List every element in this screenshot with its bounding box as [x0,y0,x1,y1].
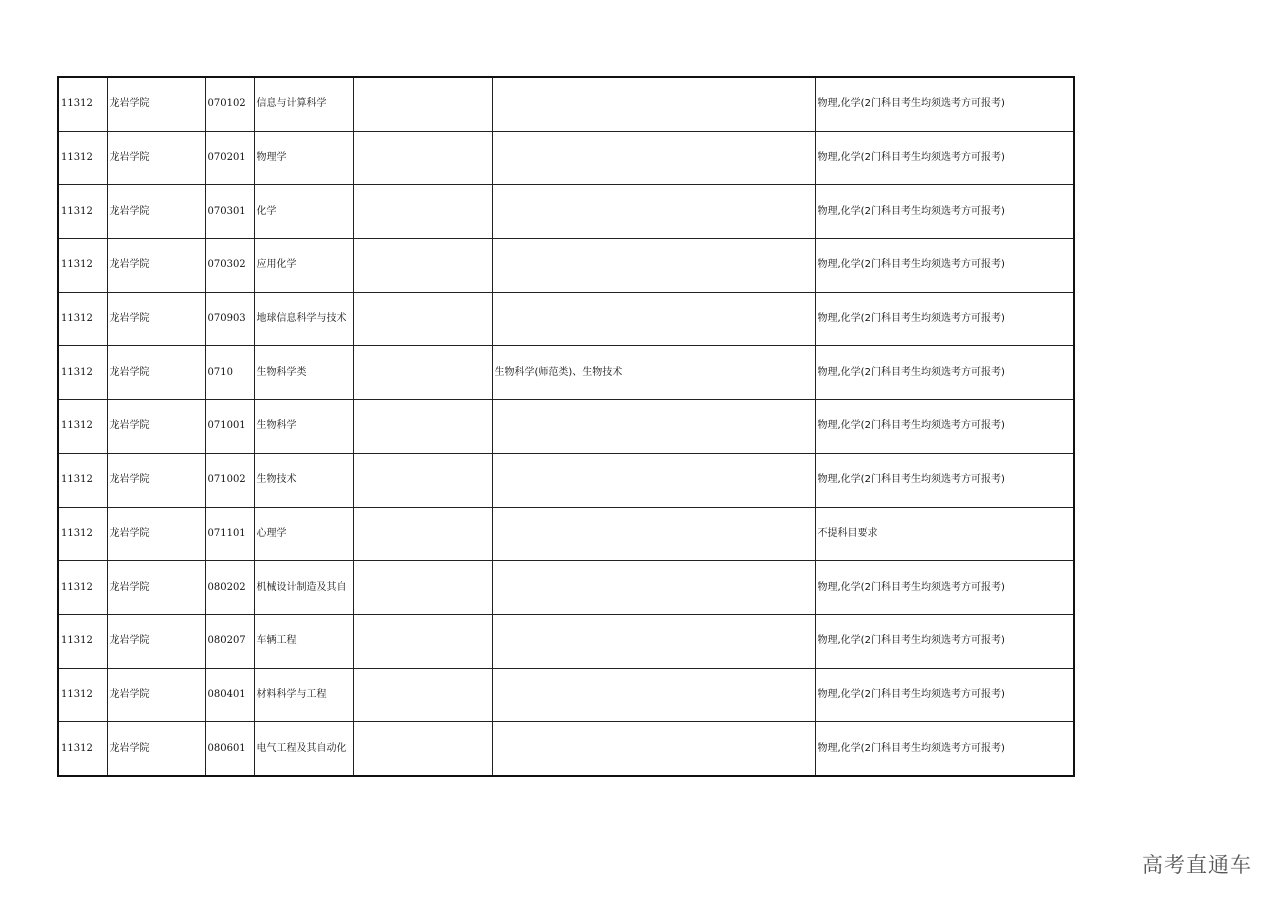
blank-cell [353,722,492,776]
subject-requirement-cell: 物理,化学(2门科目考生均须选考方可报考) [815,239,1074,293]
major-name-cell: 应用化学 [254,239,353,293]
school-code-cell: 11312 [58,77,107,131]
major-name-cell: 化学 [254,185,353,239]
included-majors-cell [492,131,815,185]
school-name-cell: 龙岩学院 [107,668,205,722]
school-name-cell: 龙岩学院 [107,292,205,346]
school-code-cell: 11312 [58,614,107,668]
blank-cell [353,400,492,454]
requirements-table [57,76,1075,777]
major-name-cell: 生物科学 [254,400,353,454]
blank-cell [353,239,492,293]
table-row [58,131,1074,185]
school-name-cell: 龙岩学院 [107,722,205,776]
major-name-cell: 生物科学类 [254,346,353,400]
blank-cell [353,668,492,722]
major-name-cell: 心理学 [254,507,353,561]
blank-cell [353,614,492,668]
subject-requirement-cell: 物理,化学(2门科目考生均须选考方可报考) [815,131,1074,185]
school-code-cell: 11312 [58,131,107,185]
school-code-cell: 11312 [58,292,107,346]
major-code-cell: 070302 [205,239,254,293]
subject-requirement-cell: 物理,化学(2门科目考生均须选考方可报考) [815,77,1074,131]
major-code-cell: 070301 [205,185,254,239]
table-row [58,239,1074,293]
school-code-cell: 11312 [58,722,107,776]
included-majors-cell [492,239,815,293]
school-name-cell: 龙岩学院 [107,77,205,131]
major-code-cell: 080207 [205,614,254,668]
major-code-cell: 071002 [205,453,254,507]
school-name-cell: 龙岩学院 [107,131,205,185]
blank-cell [353,185,492,239]
subject-requirement-cell: 物理,化学(2门科目考生均须选考方可报考) [815,614,1074,668]
table-body [58,77,1074,776]
subject-requirement-cell: 物理,化学(2门科目考生均须选考方可报考) [815,453,1074,507]
subject-requirement-cell: 物理,化学(2门科目考生均须选考方可报考) [815,722,1074,776]
major-code-cell: 071101 [205,507,254,561]
subject-requirement-cell: 物理,化学(2门科目考生均须选考方可报考) [815,292,1074,346]
blank-cell [353,507,492,561]
blank-cell [353,292,492,346]
included-majors-cell [492,400,815,454]
major-name-cell: 机械设计制造及其自 [254,561,353,615]
school-code-cell: 11312 [58,507,107,561]
major-name-cell: 材料科学与工程 [254,668,353,722]
school-name-cell: 龙岩学院 [107,400,205,454]
subject-requirement-cell: 物理,化学(2门科目考生均须选考方可报考) [815,346,1074,400]
school-code-cell: 11312 [58,453,107,507]
table-row [58,507,1074,561]
major-code-cell: 070201 [205,131,254,185]
subject-requirement-cell: 物理,化学(2门科目考生均须选考方可报考) [815,668,1074,722]
major-code-cell: 071001 [205,400,254,454]
included-majors-cell [492,507,815,561]
table-row [58,346,1074,400]
included-majors-cell [492,722,815,776]
major-name-cell: 生物技术 [254,453,353,507]
table-row [58,77,1074,131]
blank-cell [353,561,492,615]
major-name-cell: 地球信息科学与技术 [254,292,353,346]
school-name-cell: 龙岩学院 [107,185,205,239]
subject-requirement-cell: 物理,化学(2门科目考生均须选考方可报考) [815,400,1074,454]
school-code-cell: 11312 [58,400,107,454]
included-majors-cell [492,561,815,615]
subject-requirement-cell: 不提科目要求 [815,507,1074,561]
subject-requirement-cell: 物理,化学(2门科目考生均须选考方可报考) [815,185,1074,239]
major-name-cell: 信息与计算科学 [254,77,353,131]
included-majors-cell: 生物科学(师范类)、生物技术 [492,346,815,400]
table-row [58,668,1074,722]
major-code-cell: 070102 [205,77,254,131]
table-row [58,292,1074,346]
table-row [58,400,1074,454]
major-code-cell: 0710 [205,346,254,400]
school-name-cell: 龙岩学院 [107,614,205,668]
table-row [58,453,1074,507]
major-name-cell: 电气工程及其自动化 [254,722,353,776]
school-code-cell: 11312 [58,561,107,615]
school-name-cell: 龙岩学院 [107,346,205,400]
school-code-cell: 11312 [58,346,107,400]
table-row [58,614,1074,668]
included-majors-cell [492,292,815,346]
included-majors-cell [492,614,815,668]
school-code-cell: 11312 [58,239,107,293]
included-majors-cell [492,668,815,722]
watermark-text: 高考直通车 [1142,853,1252,877]
table-row [58,722,1074,776]
included-majors-cell [492,77,815,131]
major-name-cell: 物理学 [254,131,353,185]
blank-cell [353,131,492,185]
major-code-cell: 070903 [205,292,254,346]
table-row [58,561,1074,615]
included-majors-cell [492,185,815,239]
included-majors-cell [492,453,815,507]
major-code-cell: 080601 [205,722,254,776]
blank-cell [353,453,492,507]
subject-requirement-cell: 物理,化学(2门科目考生均须选考方可报考) [815,561,1074,615]
blank-cell [353,77,492,131]
school-name-cell: 龙岩学院 [107,507,205,561]
school-name-cell: 龙岩学院 [107,239,205,293]
school-code-cell: 11312 [58,185,107,239]
school-name-cell: 龙岩学院 [107,561,205,615]
major-code-cell: 080202 [205,561,254,615]
major-code-cell: 080401 [205,668,254,722]
school-code-cell: 11312 [58,668,107,722]
school-name-cell: 龙岩学院 [107,453,205,507]
major-name-cell: 车辆工程 [254,614,353,668]
table-row [58,185,1074,239]
blank-cell [353,346,492,400]
